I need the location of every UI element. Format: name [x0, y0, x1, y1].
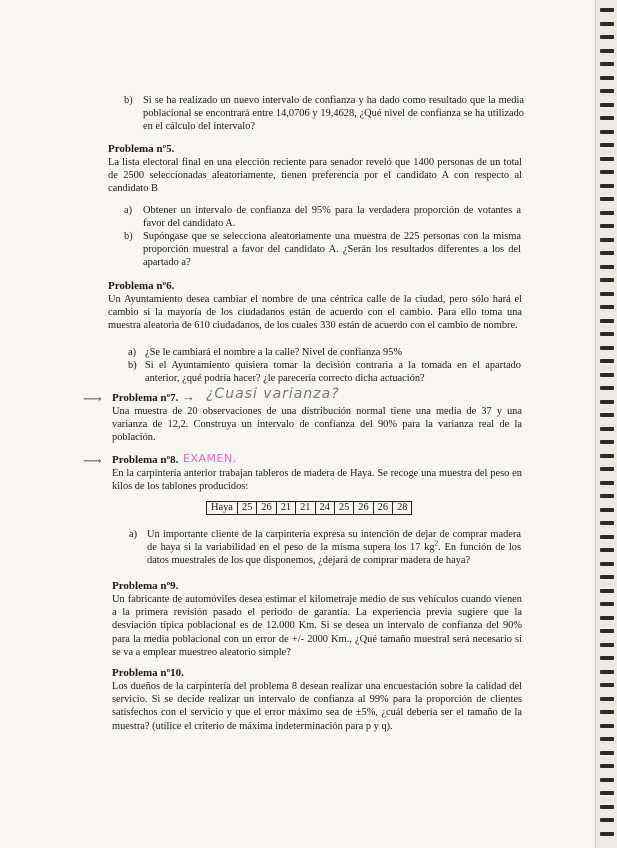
- binding-hole: [600, 454, 614, 458]
- binding-hole: [600, 562, 614, 566]
- table-cell: 26: [257, 502, 276, 515]
- binding-hole: [600, 157, 614, 161]
- binding-hole: [600, 683, 614, 687]
- binding-hole: [600, 791, 614, 795]
- list-item: [147, 528, 521, 568]
- problem-8-title: Problema nº8.: [112, 454, 179, 466]
- binding-hole: [600, 197, 614, 201]
- binding-hole: [600, 751, 614, 755]
- binding-hole: [600, 359, 614, 363]
- binding-hole: [600, 805, 614, 809]
- binding-hole: [600, 22, 614, 26]
- problem-10-text: Los dueños de la carpintería del problema 8 desean realizar una encuestación sobre la calidad del servicio. Si se decide realizar un intervalo de confianza al 99% para la proporción de clientes satisfechos con el servicio y que el error máximo sea de ±5%, ¿cuál debería ser el tamaño de la muestra? (utilice el criterio de máxima indeterminación para p y q).: [112, 681, 522, 732]
- table-cell: 25: [237, 502, 256, 515]
- binding-hole: [600, 35, 614, 39]
- binding-hole: [600, 427, 614, 431]
- binding-hole: [600, 548, 614, 552]
- table-cell: 26: [373, 502, 392, 515]
- list-item: Si se ha realizado un nuevo intervalo de confianza y ha dado como resultado que la media poblacional se encontrará entre 14,0706 y 19,4628, ¿Qué nivel de confianza se ha utilizado en el cálculo del intervalo?: [143, 95, 524, 133]
- binding-hole: [600, 575, 614, 579]
- item-marker: b): [124, 95, 133, 106]
- handwritten-note: ¿Cuasi varianza?: [206, 386, 340, 402]
- binding-hole: [600, 103, 614, 107]
- binding-hole: [600, 238, 614, 242]
- binding-hole: [600, 319, 614, 323]
- binding-hole: [600, 332, 614, 336]
- binding-hole: [600, 292, 614, 296]
- problem-6-text: Un Ayuntamiento desea cambiar el nombre de una céntrica calle de la ciudad, pero sólo hará el cambio si la mayoría de los ciudadanos están de acuerdo con el cambio. Para ello toma una muestra aleatoria de 610 ciudadanos, de los cuales 330 están de acuerdo con el cambio de nombre.: [108, 294, 522, 332]
- table-row: [207, 502, 412, 515]
- binding-hole: [600, 818, 614, 822]
- handwritten-arrow-icon: ⟶: [83, 391, 102, 406]
- binding-hole: [600, 440, 614, 444]
- binding-hole: [600, 602, 614, 606]
- binding-hole: [600, 49, 614, 53]
- table-cell: 25: [334, 502, 353, 515]
- binding-hole: [600, 481, 614, 485]
- list-item: Si el Ayuntamiento quisiera tomar la decisión contraria a la tomada en el apartado anterior, ¿qué podría hacer? ¿le parecería correcto dicha actuación?: [145, 360, 521, 385]
- problem-7-title: Problema nº7.: [112, 392, 179, 404]
- item-marker: a): [129, 529, 138, 540]
- binding-hole: [600, 521, 614, 525]
- binding-hole: [600, 76, 614, 80]
- list-item: ¿Se le cambiará el nombre a la calle? Nivel de confianza 95%: [145, 347, 403, 358]
- binding-hole: [600, 184, 614, 188]
- binding-hole: [600, 413, 614, 417]
- table-cell: 26: [354, 502, 373, 515]
- item-text: . En función de los datos muestrales de los que disponemos, ¿dejará de comprar madera de haya?: [147, 542, 521, 567]
- binding-hole: [600, 278, 614, 282]
- binding-hole: [600, 346, 614, 350]
- binding-hole: [600, 467, 614, 471]
- binding-hole: [600, 832, 614, 836]
- binding-hole: [600, 170, 614, 174]
- binding-hole: [600, 710, 614, 714]
- table-header-cell: Haya: [207, 502, 238, 515]
- binding-hole: [600, 643, 614, 647]
- binding-hole: [600, 737, 614, 741]
- binding-hole: [600, 211, 614, 215]
- problem-5-title: Problema nº5.: [108, 143, 175, 155]
- list-item: Obtener un intervalo de confianza del 95% para la verdadera proporción de votantes a favor del candidato A.: [143, 205, 521, 230]
- binding-hole: [600, 62, 614, 66]
- binding-hole: [600, 535, 614, 539]
- problem-9-title: Problema nº9.: [112, 580, 179, 592]
- handwritten-note: EXAMEN.: [183, 452, 237, 465]
- binding-hole: [600, 400, 614, 404]
- binding-hole: [600, 265, 614, 269]
- binding-hole: [600, 89, 614, 93]
- superscript: 2: [434, 539, 439, 548]
- binding-hole: [600, 724, 614, 728]
- problem-9-text: Un fabricante de automóviles desea estimar el kilometraje medio de sus vehículos cuando vienen a la primera revisión pasado el periodo de garantía. La experiencia previa sugiere que la desviación típica poblacional es de 12.000 Km. Si se desea un intervalo de confianza del 90% para la media poblacional con un error de +/- 2000 Km., ¿Qué tamaño muestral será necesario si se va a emplear muestreo aleatorio simple?: [112, 594, 522, 658]
- table-cell: 21: [296, 502, 315, 515]
- binding-hole: [600, 373, 614, 377]
- list-item: Supóngase que se selecciona aleatoriamente una muestra de 225 personas con la misma proporción muestral a favor del candidato A. ¿Serán los resultados diferentes a los del apartado a?: [143, 231, 521, 269]
- binding-hole: [600, 386, 614, 390]
- binding-hole: [600, 778, 614, 782]
- binding-hole: [600, 697, 614, 701]
- item-text: Un importante cliente de la carpintería expresa su intención de dejar de comprar madera de haya si la variabilidad en el peso de la misma supera los 17 kg: [147, 529, 521, 554]
- problem-5-text: La lista electoral final en una elección reciente para senador reveló que 1400 personas de un total de 2500 seleccionadas aleatoriamente, tienen preferencia por el candidato A con respecto al candidato B: [108, 157, 522, 195]
- item-marker: b): [128, 360, 137, 371]
- binding-hole: [600, 589, 614, 593]
- binding-hole: [600, 251, 614, 255]
- table-cell: 28: [393, 502, 412, 515]
- problem-6-title: Problema nº6.: [108, 280, 175, 292]
- binding-hole: [600, 670, 614, 674]
- problem-8-text: En la carpintería anterior trabajan tableros de madera de Haya. Se recoge una muestra del peso en kilos de los tablones producidos:: [112, 468, 522, 493]
- binding-hole: [600, 116, 614, 120]
- binding-hole: [600, 143, 614, 147]
- binding-hole: [600, 629, 614, 633]
- binding-hole: [600, 494, 614, 498]
- binding-hole: [600, 764, 614, 768]
- table-cell: 24: [315, 502, 334, 515]
- item-marker: b): [124, 231, 133, 242]
- table-cell: 21: [276, 502, 295, 515]
- data-table: [206, 501, 412, 515]
- item-marker: a): [124, 205, 133, 216]
- problem-10-title: Problema nº10.: [112, 667, 184, 679]
- binding-hole: [600, 8, 614, 12]
- problem-7-text: Una muestra de 20 observaciones de una distribución normal tiene una media de 37 y una varianza de 12,2. Construya un intervalo de confianza del 90% para la varianza real de la población.: [112, 406, 522, 444]
- binding-hole: [600, 616, 614, 620]
- binding-hole: [600, 508, 614, 512]
- binding-hole: [600, 656, 614, 660]
- binding-hole: [600, 305, 614, 309]
- item-marker: a): [128, 347, 137, 358]
- handwritten-arrow-icon: →: [182, 389, 195, 404]
- binding-hole: [600, 224, 614, 228]
- binding-hole: [600, 130, 614, 134]
- spiral-binding: [595, 0, 617, 848]
- handwritten-arrow-icon: ⟶: [83, 453, 102, 468]
